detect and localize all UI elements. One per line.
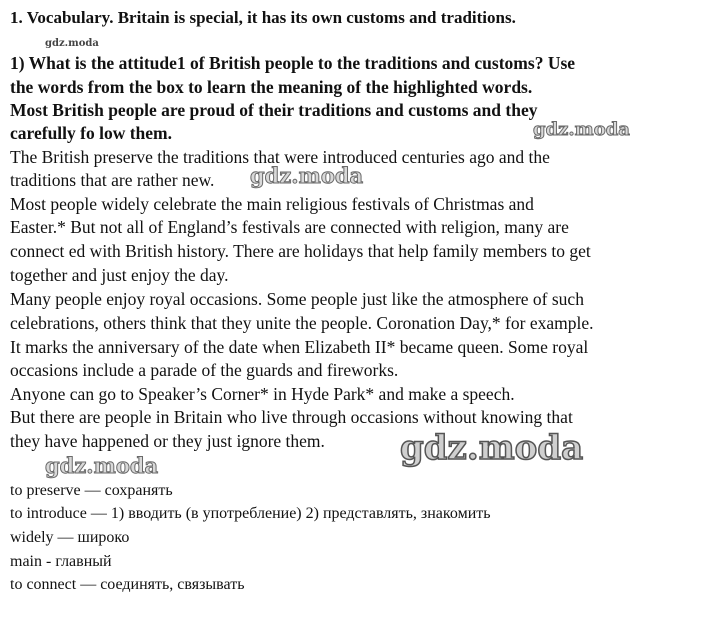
text-line-1: The British preserve the traditions that were introduced centuries ago and the [10,147,550,167]
text-line-10: occasions include a parade of the guards and fireworks. [10,360,399,380]
text-line-12: But there are people in Britain who live through occasions without knowing that [10,407,573,427]
text-line-5: connect ed with British history. There are holidays that help family members to get [10,241,591,261]
text-line-3: Most people widely celebrate the main religious festivals of Christmas and [10,194,534,214]
watermark-right: gdz.moda [533,119,630,140]
glossary-item-introduce: to introduce — 1) вводить (в употребление) 2) представлять, знакомить [10,505,491,522]
text-line-9: It marks the anniversary of the date when Elizabeth II* became queen. Some royal [10,337,589,357]
glossary-item-widely: widely — широко [10,529,130,546]
text-line-2: traditions that are rather new. [10,170,215,190]
text-line-7: Many people enjoy royal occasions. Some people just like the atmosphere of such [10,289,584,309]
glossary-item-preserve: to preserve — сохранять [10,482,173,499]
watermark-tiny: gdz.moda [45,38,99,49]
task-line-2: the words from the box to learn the meaning of the highlighted words. [10,77,533,97]
text-line-11: Anyone can go to Speaker’s Corner* in Hyde Park* and make a speech. [10,384,515,404]
task-line-4: carefully fo low them. [10,123,173,143]
watermark-left: gdz.moda [45,453,159,478]
task-line-3: Most British people are proud of their traditions and customs and they [10,100,538,120]
text-line-4: Easter.* But not all of England’s festivals are connected with religion, many are [10,217,569,237]
watermark-large: gdz.moda [400,428,584,468]
text-line-6: together and just enjoy the day. [10,265,229,285]
watermark-center: gdz.moda [250,163,364,188]
text-line-8: celebrations, others think that they unite the people. Coronation Day,* for example. [10,313,594,333]
text-line-13: they have happened or they just ignore them. [10,431,325,451]
glossary-item-connect: to connect — соединять, связывать [10,576,245,593]
glossary-item-main: main - главный [10,553,112,570]
task-line-1: 1) What is the attitude1 of British people to the traditions and customs? Use [10,53,576,73]
exercise-heading: 1. Vocabulary. Britain is special, it has its own customs and traditions. [10,8,516,27]
